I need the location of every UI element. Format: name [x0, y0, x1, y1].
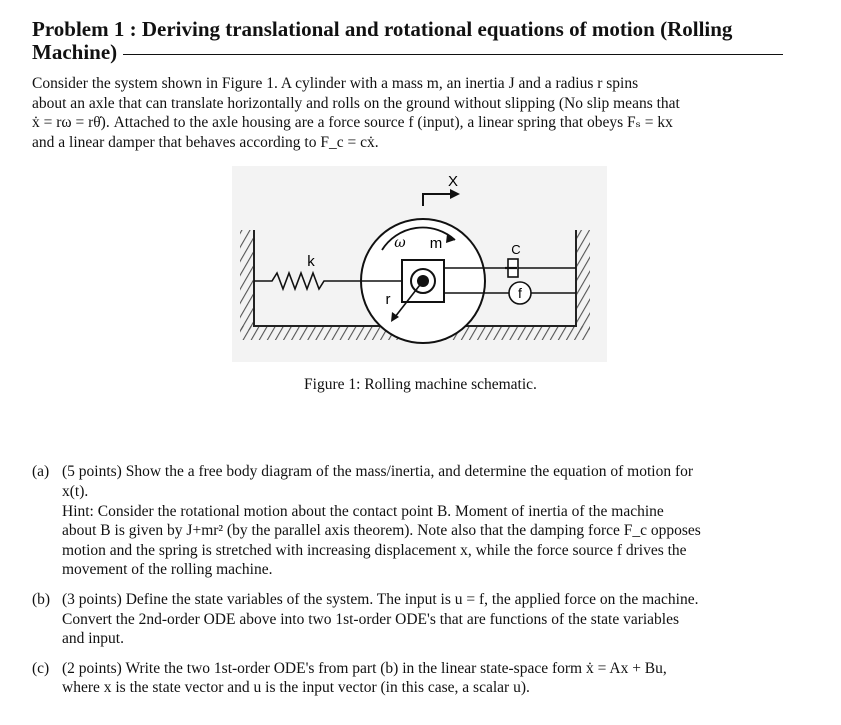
label-k: k — [307, 253, 315, 271]
figure-1 — [0, 158, 841, 418]
part-b — [32, 590, 814, 649]
part-b-label: (b) — [32, 590, 51, 608]
label-r: r — [385, 291, 391, 309]
part-a-hint-1: Hint: Consider the rotational motion about the contact point B. Moment of inertia of the machine — [62, 502, 664, 520]
part-c — [32, 659, 814, 698]
problem-parts — [32, 462, 814, 698]
label-c: C — [511, 242, 521, 258]
part-a-label: (a) — [32, 463, 50, 481]
part-a-hint-2: about B is given by J+mr² (by the parallel axis theorem). Note also that the damping force F_c opposes — [62, 522, 701, 540]
left-wall-hatch — [240, 230, 254, 330]
intro-paragraph — [32, 74, 814, 152]
part-a-hint-3: motion and the spring is stretched with increasing displacement x, while the force source f drives the — [62, 541, 687, 559]
part-c-line-1: (2 points) Write the two 1st-order ODE's from part (b) in the linear state-space form ẋ = Ax + Bu, — [62, 659, 667, 677]
rolling-machine-schematic — [0, 158, 841, 378]
label-omega: ω — [394, 235, 406, 252]
problem-page — [32, 18, 814, 708]
part-b-line-1: (3 points) Define the state variables of the system. The input is u = f, the applied force on the machine. — [62, 590, 699, 608]
problem-title — [32, 18, 814, 64]
intro-line-2: about an axle that can translate horizontally and rolls on the ground without slipping (No slip means that — [32, 94, 680, 112]
part-b-line-3: and input. — [62, 630, 124, 648]
part-a-line-1: (5 points) Show the a free body diagram of the mass/inertia, and determine the equation of motion for — [62, 463, 694, 481]
intro-line-3: ẋ = rω = rθ̇). Attached to the axle housing are a force source f (input), a linear spring that obeys Fₛ = kx — [32, 114, 673, 132]
part-b-line-2: Convert the 2nd-order ODE above into two 1st-order ODE's that are functions of the state variables — [62, 610, 680, 628]
problem-title-line2: Machine) — [32, 40, 118, 64]
label-x: X — [447, 173, 459, 191]
part-a-hint-4: movement of the rolling machine. — [62, 561, 273, 579]
label-f: f — [518, 285, 522, 302]
part-c-line-2: where x is the state vector and u is the input vector (in this case, a scalar u). — [62, 679, 530, 697]
right-wall-hatch — [576, 230, 590, 330]
part-a — [32, 462, 814, 580]
intro-line-1: Consider the system shown in Figure 1. A cylinder with a mass m, an inertia J and a radius r spins — [32, 75, 639, 92]
part-c-label: (c) — [32, 659, 50, 677]
problem-title-line1: Problem 1 : Deriving translational and rotational equations of motion (Rolling — [32, 17, 733, 41]
title-underline — [123, 54, 783, 55]
intro-line-4: and a linear damper that behaves according to F_c = cẋ. — [32, 133, 379, 151]
label-m: m — [429, 235, 443, 253]
part-a-line-2: x(t). — [62, 482, 89, 500]
figure-caption: Figure 1: Rolling machine schematic. — [304, 376, 537, 394]
